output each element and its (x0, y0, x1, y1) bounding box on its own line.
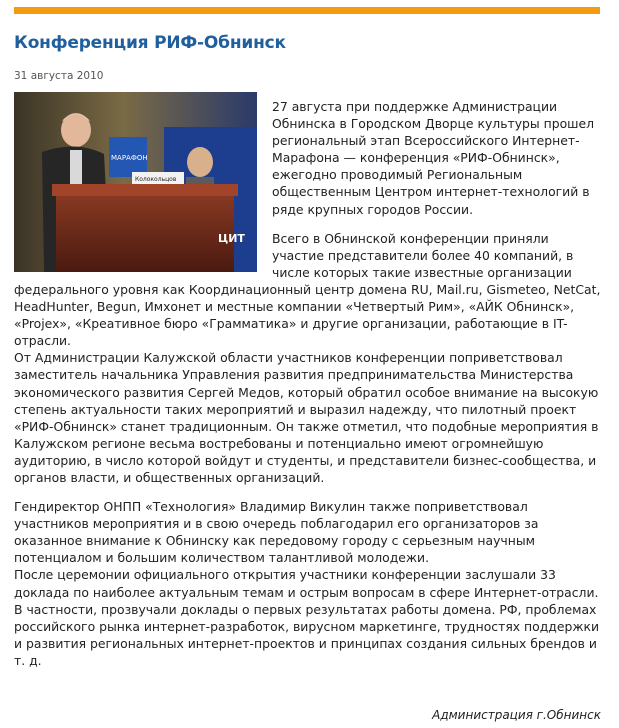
paragraph-2: Всего в Обнинской конференции приняли участие представители более 40 компаний, в числе которых такие известные организации федерального уровня как Координационный центр домена RU, Mail.ru, Gismeteo, NetCat, HeadHunter, Begun, Имхонет и местные компании «Четвертый Рим», «АЙК Обнинск», «Projex», «Креативное бюро «Грамматика» и другие организации, работающие в IT-отрасли. (14, 230, 601, 349)
svg-text:Колокольцов: Колокольцов (135, 176, 177, 183)
svg-text:ЦИТ: ЦИТ (218, 232, 245, 245)
paragraph-3: От Администрации Калужской области участников конференции поприветствовал заместитель начальника Управления развития предпринимательства Министерства экономического развития Сергей Медов, который обратил особое внимание на высокую степень актуальности таких мероприятий и выразил надежду, что пилотный проект «РИФ-Обнинск» станет традиционным. Он также отметил, что подобные мероприятия в Калужском регионе весьма востребованы и потенциально имеют огромнейшую аудиторию, в число которой войдут и студенты, и представители бизнес-сообщества, и органов власти, и общественных организаций. (14, 350, 599, 485)
signature: Администрация г.Обнинск (432, 708, 601, 722)
article-body (14, 98, 602, 669)
page-title: Конференция РИФ-Обнинск (14, 33, 286, 53)
paragraph-4: Гендиректор ОНПП «Технология» Владимир Викулин также поприветствовал участников мероприятия и в свою очередь поблагодарил его организаторов за оказанное внимание к Обнинску как передовому городу с серьезным научным потенциалом и большим количеством талантливой молодежи. (14, 499, 539, 566)
article-date: 31 августа 2010 (14, 70, 104, 82)
top-accent-bar (14, 7, 600, 14)
svg-text:МАРАФОН: МАРАФОН (111, 154, 148, 162)
paragraph-1: 27 августа при поддержке Администрации Обнинска в Городском Дворце культуры прошел региональный этап Всероссийского Интернет-Марафона — конференция «РИФ-Обнинск», ежегодно проводимый Региональным общественным Центром интернет-технологий в ряде крупных городов России. (272, 99, 595, 217)
paragraph-5: После церемонии официального открытия участники конференции заслушали 33 доклада по наиболее актуальным темам и острым вопросам в сфере Интернет-отрасли. В частности, прозвучали доклады о первых результатах работы домена. РФ, проблемах российского рынка интернет-разработок, вирусном маркетинге, трудностях поддержки и развития региональных интернет-проектов и принципах создания сильных брендов и т. д. (14, 567, 600, 668)
photo-float-space (14, 98, 272, 276)
